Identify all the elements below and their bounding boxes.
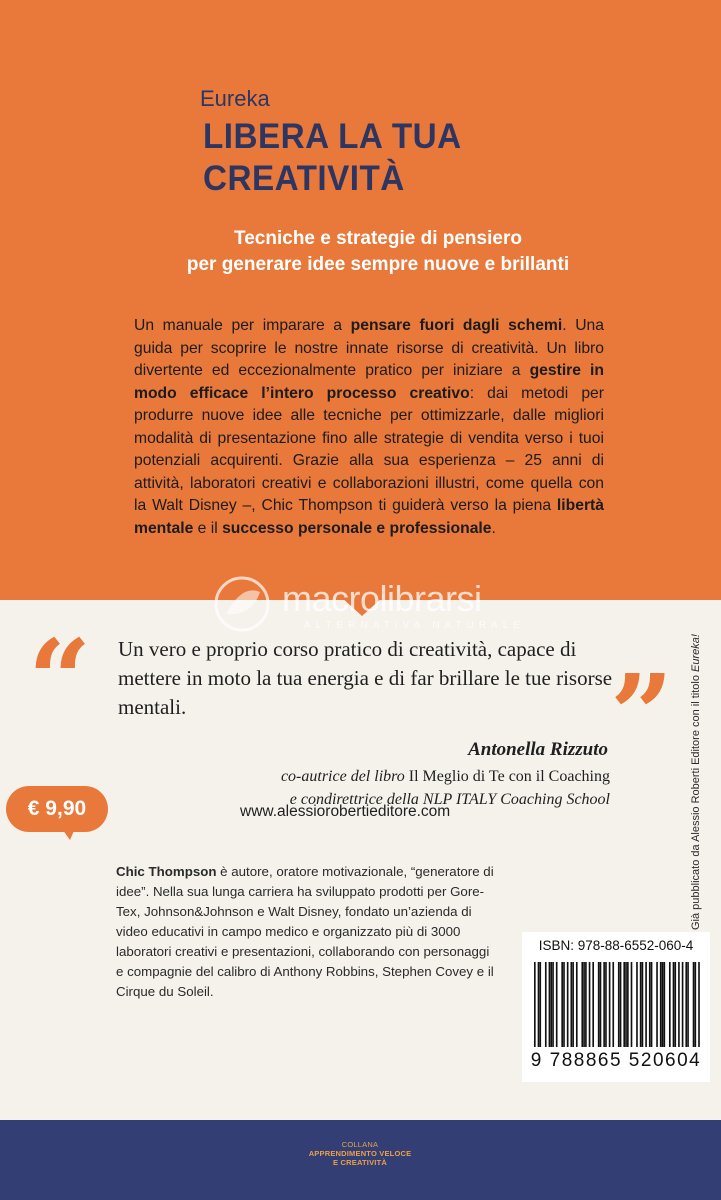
desc-text: : dai metodi per produrre nuove idee alle tecniche per ottimizzarle, dalle migliori modalità di presentazione fino alle strategie di vendita verso i tuoi potenziali acquirenti. Grazie alla sua esperienza – 25 anni di attività, laboratori creativi e collaborazioni illustri, come quella con la Walt Disney –, Chic Thompson ti guiderà verso la piena (134, 384, 604, 514)
publication-note (690, 634, 702, 930)
barcode-icon (534, 962, 700, 1047)
title-line-1: LIBERA LA TUA (203, 117, 462, 156)
isbn-block (522, 932, 710, 1082)
role-line-2: e condirettrice della NLP ITALY Coaching School (289, 791, 610, 808)
series-name: Eureka (200, 86, 270, 111)
desc-bold: pensare fuori dagli schemi (350, 317, 563, 334)
bio-text: è autore, oratore motivazionale, “generatore di idee”. Nella sua lunga carriera ha sviluppato prodotti per Gore-Tex, Johnson&Johnson e Walt Disney, fondato un’azienda di video educativi in campo medico e organizzato più di 3000 laboratori creativi e presentazioni, collaborando con personaggi e compagnie del calibro di Anthony Robbins, Stephen Covey e il Cirque du Soleil. (116, 864, 494, 999)
subtitle-line-2: per generare idee sempre nuove e brillanti (186, 254, 570, 275)
collana-line-3: E CREATIVITÀ (333, 1158, 387, 1167)
title-line-2: CREATIVITÀ (203, 159, 405, 198)
publication-note-title: Eureka! (690, 634, 702, 672)
isbn-digits: 9 788865 520604 (530, 1050, 702, 1071)
book-description (134, 315, 604, 540)
price-badge-tail (60, 826, 76, 840)
quote-text: Un vero e proprio corso pratico di creatività, capace di mettere in moto la tua energia e di far brillare le tue risorse mentali. (118, 637, 613, 719)
desc-text: . (491, 519, 496, 537)
book-title (203, 116, 545, 200)
book-subtitle (158, 226, 598, 278)
desc-bold: libertà mentale (134, 497, 604, 537)
role-book: Il Meglio di Te con il Coaching (404, 768, 610, 785)
subtitle-line-1: Tecniche e strategie di pensiero (234, 228, 522, 249)
watermark-brand: macrolibrarsi (282, 578, 482, 619)
bio-name: Chic Thompson (116, 864, 217, 879)
watermark (212, 570, 532, 640)
price-badge: € 9,90 (6, 786, 108, 832)
desc-text: e il (193, 519, 223, 537)
desc-text: Un manuale per imparare a (134, 317, 351, 334)
watermark-tagline: ALTERNATIVA NATURALE (304, 620, 525, 631)
open-quote-icon: “ (28, 615, 92, 744)
role-prefix: co-autrice del libro (280, 768, 405, 785)
close-quote-icon: ” (610, 650, 674, 779)
author-bio (116, 862, 496, 1002)
desc-text: . Una guida per scoprire le nostre innate risorse di creatività. Un libro divertente ed eccezionalmente pratico per iniziare a (134, 317, 604, 379)
collana-line-1: COLLANA (341, 1140, 379, 1149)
desc-bold: successo personale e professionale (222, 519, 492, 537)
publisher-website: www.alessiorobertieditore.com (240, 803, 451, 820)
isbn-label: ISBN: 978-88-6552-060-4 (538, 938, 694, 953)
collana-line-2: APPRENDIMENTO VELOCE (308, 1149, 412, 1158)
collana-label (240, 1140, 480, 1167)
publication-note-text: Già pubblicato da Alessio Roberti Editore con il titolo (690, 671, 702, 930)
leaf-logo-icon (212, 574, 272, 634)
quote-author: Antonella Rizzuto (468, 739, 608, 760)
desc-bold: gestire in modo efficace l’intero processo creativo (134, 362, 604, 402)
